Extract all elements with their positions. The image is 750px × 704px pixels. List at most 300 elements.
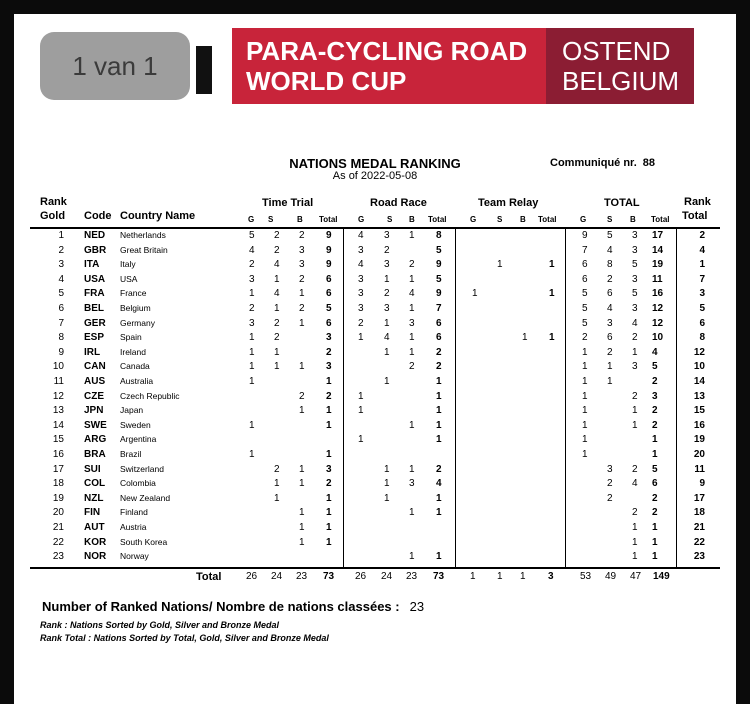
rank-total-cell: 20 bbox=[693, 449, 705, 460]
rr-b-cell: 3 bbox=[409, 478, 415, 490]
country-code-cell: CAN bbox=[84, 361, 106, 373]
tt-b-cell: 2 bbox=[299, 303, 305, 314]
country-code-cell: NOR bbox=[84, 551, 107, 563]
country-name-cell: Sweden bbox=[120, 419, 151, 430]
country-name-cell: Ireland bbox=[120, 346, 146, 357]
rr-total-cell: 1 bbox=[436, 376, 442, 387]
tr-s-cell: 1 bbox=[497, 259, 503, 271]
header-time-trial: Time Trial bbox=[262, 197, 314, 209]
country-code-cell: FRA bbox=[84, 288, 105, 300]
rank-total-cell: 7 bbox=[699, 273, 705, 285]
tot-s-cell: 2 bbox=[607, 273, 613, 285]
table-row bbox=[0, 376, 750, 391]
tot-g-cell: 5 bbox=[582, 303, 588, 314]
subheader-tt-b: B bbox=[297, 215, 303, 224]
country-name-cell: Belgium bbox=[120, 303, 151, 313]
rr-b-cell: 1 bbox=[409, 230, 415, 241]
totals-tot-s: 49 bbox=[605, 571, 617, 582]
table-row bbox=[0, 391, 750, 406]
tot-g-cell: 2 bbox=[582, 332, 588, 344]
subheader-tot-b: B bbox=[630, 215, 636, 224]
tot-total-cell: 2 bbox=[652, 376, 658, 387]
rr-s-cell: 1 bbox=[384, 376, 390, 387]
country-code-cell: ARG bbox=[84, 434, 107, 446]
table-row bbox=[0, 259, 750, 274]
rr-g-cell: 1 bbox=[358, 390, 364, 402]
tot-b-cell: 3 bbox=[632, 303, 638, 314]
tot-b-cell: 2 bbox=[632, 332, 638, 344]
country-name-cell: Switzerland bbox=[120, 463, 164, 474]
tot-g-cell: 1 bbox=[582, 419, 588, 431]
rank-total-cell: 19 bbox=[693, 434, 705, 446]
tot-total-cell: 10 bbox=[652, 332, 664, 344]
tt-b-cell: 1 bbox=[299, 507, 305, 519]
tt-b-cell: 1 bbox=[299, 361, 305, 373]
table-row bbox=[0, 347, 750, 362]
tt-g-cell: 1 bbox=[249, 449, 255, 460]
tot-total-cell: 5 bbox=[652, 361, 658, 373]
tt-s-cell: 2 bbox=[274, 332, 280, 344]
table-row bbox=[0, 318, 750, 333]
rr-g-cell: 1 bbox=[358, 405, 364, 417]
rank-total-cell: 16 bbox=[693, 419, 705, 431]
tot-g-cell: 1 bbox=[582, 361, 588, 373]
rr-s-cell: 4 bbox=[384, 332, 390, 344]
header-team-relay: Team Relay bbox=[478, 197, 539, 209]
subheader-tt-s: S bbox=[268, 215, 274, 224]
rr-b-cell: 2 bbox=[409, 259, 415, 271]
tot-s-cell: 1 bbox=[607, 361, 613, 373]
tot-s-cell: 3 bbox=[607, 317, 613, 329]
country-code-cell: JPN bbox=[84, 405, 104, 417]
table-row bbox=[0, 245, 750, 260]
rr-total-cell: 2 bbox=[436, 346, 442, 358]
tt-total-cell: 6 bbox=[326, 273, 332, 285]
rr-total-cell: 5 bbox=[436, 244, 442, 256]
tot-total-cell: 2 bbox=[652, 419, 658, 431]
rank-gold-cell: 15 bbox=[52, 434, 64, 446]
tot-b-cell: 2 bbox=[632, 507, 638, 519]
tot-s-cell: 6 bbox=[607, 288, 613, 300]
tot-b-cell: 4 bbox=[632, 317, 638, 329]
rr-b-cell: 1 bbox=[409, 332, 415, 344]
rank-total-cell: 6 bbox=[699, 317, 705, 329]
tt-total-cell: 5 bbox=[326, 303, 332, 314]
tt-s-cell: 1 bbox=[274, 492, 280, 504]
tot-g-cell: 7 bbox=[582, 244, 588, 256]
rank-total-cell: 1 bbox=[699, 259, 705, 271]
totals-row bbox=[0, 571, 750, 585]
rr-total-cell: 9 bbox=[436, 259, 442, 271]
header-rule bbox=[30, 227, 720, 229]
location-banner bbox=[546, 28, 694, 104]
tot-b-cell: 1 bbox=[632, 346, 638, 358]
country-name-cell: Austria bbox=[120, 522, 147, 532]
tot-s-cell: 1 bbox=[607, 376, 613, 387]
tot-total-cell: 1 bbox=[652, 551, 658, 563]
tot-g-cell: 1 bbox=[582, 449, 588, 460]
country-code-cell: NZL bbox=[84, 492, 104, 504]
location-line2: BELGIUM bbox=[562, 66, 680, 96]
tt-total-cell: 1 bbox=[326, 507, 332, 519]
subheader-tr-b: B bbox=[520, 215, 526, 224]
country-name-cell: New Zealand bbox=[120, 492, 171, 503]
rr-total-cell: 1 bbox=[436, 419, 442, 431]
subheader-rr-b: B bbox=[409, 215, 415, 224]
rr-total-cell: 1 bbox=[436, 434, 442, 446]
tot-total-cell: 5 bbox=[652, 463, 658, 475]
rank-gold-cell: 14 bbox=[52, 419, 64, 431]
totals-tr-g: 1 bbox=[470, 571, 476, 582]
country-code-cell: IRL bbox=[84, 346, 101, 358]
rank-total-cell: 13 bbox=[693, 390, 705, 402]
table-row bbox=[0, 507, 750, 522]
event-title-line1: PARA-CYCLING ROAD bbox=[246, 36, 528, 66]
rank-gold-cell: 17 bbox=[52, 463, 64, 475]
country-code-cell: ESP bbox=[84, 332, 105, 344]
ranked-nations bbox=[42, 599, 424, 614]
tt-total-cell: 2 bbox=[326, 346, 332, 358]
totals-tot-total: 149 bbox=[653, 571, 670, 582]
tt-total-cell: 1 bbox=[326, 376, 332, 387]
table-row bbox=[0, 449, 750, 464]
rank-gold-cell: 2 bbox=[58, 244, 64, 256]
tt-b-cell: 1 bbox=[299, 463, 305, 475]
rr-total-cell: 2 bbox=[436, 361, 442, 373]
tt-s-cell: 1 bbox=[274, 361, 280, 373]
table-row bbox=[0, 303, 750, 318]
tot-total-cell: 19 bbox=[652, 259, 664, 271]
tot-total-cell: 17 bbox=[652, 230, 664, 241]
country-code-cell: KOR bbox=[84, 536, 107, 548]
tt-b-cell: 1 bbox=[299, 405, 305, 417]
tt-total-cell: 1 bbox=[326, 536, 332, 548]
rank-gold-cell: 4 bbox=[58, 273, 64, 285]
tr-total-cell: 1 bbox=[549, 259, 555, 271]
tt-total-cell: 3 bbox=[326, 463, 332, 475]
rank-total-cell: 18 bbox=[693, 507, 705, 519]
as-of-date: As of 2022-05-08 bbox=[332, 170, 418, 182]
tot-b-cell: 1 bbox=[632, 419, 638, 431]
rank-total-cell: 2 bbox=[699, 230, 705, 241]
table-row bbox=[0, 420, 750, 435]
tt-g-cell: 1 bbox=[249, 346, 255, 358]
rr-total-cell: 1 bbox=[436, 551, 442, 563]
table-row bbox=[0, 464, 750, 479]
rr-g-cell: 3 bbox=[358, 244, 364, 256]
tt-b-cell: 3 bbox=[299, 244, 305, 256]
tot-total-cell: 2 bbox=[652, 405, 658, 417]
country-name-cell: Germany bbox=[120, 317, 155, 328]
tot-g-cell: 1 bbox=[582, 346, 588, 358]
subheader-rr-total: Total bbox=[428, 215, 447, 224]
country-name-cell: Finland bbox=[120, 507, 148, 518]
tt-total-cell: 1 bbox=[326, 449, 332, 460]
country-name-cell: Great Britain bbox=[120, 244, 168, 255]
tot-total-cell: 1 bbox=[652, 449, 658, 460]
tt-g-cell: 5 bbox=[249, 230, 255, 241]
tt-s-cell: 4 bbox=[274, 288, 280, 300]
rr-b-cell: 1 bbox=[409, 463, 415, 475]
header-rank-gold-1: Rank bbox=[40, 196, 67, 208]
tot-total-cell: 4 bbox=[652, 346, 658, 358]
country-code-cell: GBR bbox=[84, 244, 107, 256]
tt-g-cell: 1 bbox=[249, 376, 255, 387]
tot-b-cell: 1 bbox=[632, 536, 638, 548]
country-code-cell: NED bbox=[84, 230, 106, 241]
tt-b-cell: 3 bbox=[299, 259, 305, 271]
rr-s-cell: 1 bbox=[384, 478, 390, 490]
subheader-tot-s: S bbox=[607, 215, 613, 224]
tot-b-cell: 3 bbox=[632, 273, 638, 285]
tot-g-cell: 1 bbox=[582, 376, 588, 387]
table-row bbox=[0, 361, 750, 376]
table-row bbox=[0, 405, 750, 420]
tt-g-cell: 1 bbox=[249, 419, 255, 431]
rank-gold-cell: 22 bbox=[52, 536, 64, 548]
tt-s-cell: 2 bbox=[274, 317, 280, 329]
totals-tt-g: 26 bbox=[246, 571, 258, 582]
rank-total-cell: 5 bbox=[699, 303, 705, 314]
country-name-cell: Brazil bbox=[120, 449, 142, 459]
tot-s-cell: 8 bbox=[607, 259, 613, 271]
rr-s-cell: 1 bbox=[384, 273, 390, 285]
rr-b-cell: 1 bbox=[409, 551, 415, 563]
rr-total-cell: 9 bbox=[436, 288, 442, 300]
tt-total-cell: 6 bbox=[326, 288, 332, 300]
tot-g-cell: 1 bbox=[582, 434, 588, 446]
rr-g-cell: 1 bbox=[358, 434, 364, 446]
subheader-tot-g: G bbox=[580, 215, 587, 224]
tt-s-cell: 1 bbox=[274, 346, 280, 358]
tot-g-cell: 5 bbox=[582, 288, 588, 300]
tt-s-cell: 1 bbox=[274, 478, 280, 490]
tt-b-cell: 1 bbox=[299, 522, 305, 533]
table-row bbox=[0, 274, 750, 289]
rank-gold-cell: 18 bbox=[52, 478, 64, 490]
rr-total-cell: 1 bbox=[436, 390, 442, 402]
rr-b-cell: 1 bbox=[409, 346, 415, 358]
country-code-cell: SUI bbox=[84, 463, 101, 475]
country-name-cell: USA bbox=[120, 273, 138, 284]
header-code: Code bbox=[84, 210, 112, 222]
tot-b-cell: 1 bbox=[632, 551, 638, 563]
totals-rr-g: 26 bbox=[355, 571, 367, 582]
rr-total-cell: 6 bbox=[436, 332, 442, 344]
country-name-cell: Japan bbox=[120, 405, 144, 416]
table-row bbox=[0, 537, 750, 552]
subheader-tr-s: S bbox=[497, 215, 503, 224]
tt-b-cell: 1 bbox=[299, 478, 305, 490]
document-title: NATIONS MEDAL RANKING bbox=[289, 156, 461, 171]
tt-s-cell: 4 bbox=[274, 259, 280, 271]
tt-s-cell: 2 bbox=[274, 244, 280, 256]
tt-total-cell: 9 bbox=[326, 244, 332, 256]
tt-total-cell: 1 bbox=[326, 522, 332, 533]
tot-b-cell: 3 bbox=[632, 361, 638, 373]
tt-total-cell: 1 bbox=[326, 419, 332, 431]
rank-gold-cell: 19 bbox=[52, 492, 64, 504]
totals-tt-s: 24 bbox=[271, 571, 283, 582]
tt-s-cell: 1 bbox=[274, 273, 280, 285]
header-rank-gold-2: Gold bbox=[40, 210, 66, 222]
tot-s-cell: 5 bbox=[607, 230, 613, 241]
tot-b-cell: 3 bbox=[632, 230, 638, 241]
rr-total-cell: 1 bbox=[436, 405, 442, 417]
tt-g-cell: 2 bbox=[249, 259, 255, 271]
communique bbox=[550, 157, 655, 169]
totals-rr-b: 23 bbox=[406, 571, 418, 582]
country-name-cell: Canada bbox=[120, 361, 150, 372]
country-code-cell: COL bbox=[84, 478, 106, 490]
tot-g-cell: 5 bbox=[582, 317, 588, 329]
tot-s-cell: 6 bbox=[607, 332, 613, 344]
rr-g-cell: 1 bbox=[358, 332, 364, 344]
tot-total-cell: 1 bbox=[652, 434, 658, 446]
header-rank-total-2: Total bbox=[682, 210, 708, 222]
rank-gold-cell: 1 bbox=[58, 230, 64, 241]
tt-g-cell: 3 bbox=[249, 273, 255, 285]
tot-b-cell: 1 bbox=[632, 522, 638, 533]
rr-total-cell: 7 bbox=[436, 303, 442, 314]
tt-b-cell: 2 bbox=[299, 273, 305, 285]
country-code-cell: CZE bbox=[84, 390, 104, 402]
tot-b-cell: 4 bbox=[632, 478, 638, 490]
rank-total-cell: 22 bbox=[693, 536, 705, 548]
rr-total-cell: 8 bbox=[436, 230, 442, 241]
tt-total-cell: 1 bbox=[326, 405, 332, 417]
tot-total-cell: 14 bbox=[652, 244, 664, 256]
tt-g-cell: 1 bbox=[249, 332, 255, 344]
country-name-cell: Colombia bbox=[120, 478, 156, 489]
table-row bbox=[0, 230, 750, 245]
rr-g-cell: 2 bbox=[358, 317, 364, 329]
tt-b-cell: 1 bbox=[299, 317, 305, 329]
event-title-banner bbox=[232, 28, 546, 104]
tot-b-cell: 2 bbox=[632, 390, 638, 402]
rank-total-cell: 23 bbox=[693, 551, 705, 563]
country-code-cell: USA bbox=[84, 273, 106, 285]
table-row bbox=[0, 478, 750, 493]
rr-total-cell: 2 bbox=[436, 463, 442, 475]
country-name-cell: Spain bbox=[120, 332, 142, 343]
tot-s-cell: 2 bbox=[607, 478, 613, 490]
rank-total-cell: 10 bbox=[693, 361, 705, 373]
rr-total-cell: 4 bbox=[436, 478, 442, 490]
ranked-nations-value: 23 bbox=[409, 599, 425, 614]
rank-gold-cell: 23 bbox=[52, 551, 64, 563]
tt-total-cell: 1 bbox=[326, 492, 332, 504]
tt-total-cell: 9 bbox=[326, 259, 332, 271]
country-code-cell: SWE bbox=[84, 419, 107, 431]
tt-s-cell: 2 bbox=[274, 463, 280, 475]
subheader-tt-g: G bbox=[248, 215, 255, 224]
country-code-cell: BEL bbox=[84, 303, 104, 314]
table-row bbox=[0, 522, 750, 537]
tt-b-cell: 1 bbox=[299, 536, 305, 548]
country-code-cell: AUS bbox=[84, 376, 106, 387]
rank-total-cell: 12 bbox=[693, 346, 705, 358]
tot-g-cell: 1 bbox=[582, 405, 588, 417]
tot-g-cell: 1 bbox=[582, 390, 588, 402]
rr-total-cell: 6 bbox=[436, 317, 442, 329]
tot-s-cell: 2 bbox=[607, 346, 613, 358]
rr-s-cell: 1 bbox=[384, 463, 390, 475]
rr-b-cell: 3 bbox=[409, 317, 415, 329]
country-code-cell: GER bbox=[84, 317, 106, 329]
rr-g-cell: 3 bbox=[358, 303, 364, 314]
rr-b-cell: 4 bbox=[409, 288, 415, 300]
tr-total-cell: 1 bbox=[549, 332, 555, 344]
tot-total-cell: 2 bbox=[652, 492, 658, 504]
note-rank-total: Rank Total : Nations Sorted by Total, Gold, Silver and Bronze Medal bbox=[40, 633, 329, 643]
country-code-cell: BRA bbox=[84, 449, 106, 460]
tot-g-cell: 6 bbox=[582, 259, 588, 271]
rr-total-cell: 5 bbox=[436, 273, 442, 285]
tot-s-cell: 3 bbox=[607, 463, 613, 475]
tt-b-cell: 2 bbox=[299, 230, 305, 241]
tt-total-cell: 3 bbox=[326, 332, 332, 344]
tot-b-cell: 2 bbox=[632, 463, 638, 475]
tt-g-cell: 4 bbox=[249, 244, 255, 256]
rank-gold-cell: 5 bbox=[58, 288, 64, 300]
subheader-tr-g: G bbox=[470, 215, 477, 224]
totals-label: Total bbox=[196, 571, 222, 583]
totals-tt-b: 23 bbox=[296, 571, 308, 582]
rank-gold-cell: 10 bbox=[52, 361, 64, 373]
table-row bbox=[0, 332, 750, 347]
totals-tr-total: 3 bbox=[548, 571, 554, 582]
rr-b-cell: 2 bbox=[409, 361, 415, 373]
tot-b-cell: 3 bbox=[632, 244, 638, 256]
table-row bbox=[0, 493, 750, 508]
tt-s-cell: 1 bbox=[274, 303, 280, 314]
totals-rr-total: 73 bbox=[433, 571, 445, 582]
rr-b-cell: 1 bbox=[409, 273, 415, 285]
country-code-cell: AUT bbox=[84, 522, 105, 533]
rank-total-cell: 15 bbox=[693, 405, 705, 417]
logo-mark bbox=[196, 46, 212, 94]
rr-s-cell: 3 bbox=[384, 303, 390, 314]
tot-s-cell: 4 bbox=[607, 303, 613, 314]
ranked-nations-label: Number of Ranked Nations/ Nombre de nations classées : bbox=[42, 599, 400, 614]
rank-total-cell: 8 bbox=[699, 332, 705, 344]
note-rank: Rank : Nations Sorted by Gold, Silver and Bronze Medal bbox=[40, 620, 280, 630]
rr-s-cell: 1 bbox=[384, 317, 390, 329]
tot-g-cell: 9 bbox=[582, 230, 588, 241]
tt-g-cell: 1 bbox=[249, 361, 255, 373]
header-rank-total-1: Rank bbox=[684, 196, 711, 208]
country-name-cell: Norway bbox=[120, 551, 149, 562]
rank-total-cell: 17 bbox=[693, 492, 705, 504]
country-code-cell: ITA bbox=[84, 259, 100, 271]
rank-total-cell: 11 bbox=[694, 463, 705, 475]
rank-gold-cell: 8 bbox=[58, 332, 64, 344]
table-row bbox=[0, 288, 750, 303]
tot-b-cell: 5 bbox=[632, 259, 638, 271]
totals-tr-s: 1 bbox=[497, 571, 503, 582]
rr-total-cell: 1 bbox=[436, 507, 442, 519]
rr-total-cell: 1 bbox=[436, 492, 442, 504]
communique-label: Communiqué nr. bbox=[550, 157, 637, 169]
tot-total-cell: 16 bbox=[652, 288, 664, 300]
rank-gold-cell: 3 bbox=[58, 259, 64, 271]
country-name-cell: South Korea bbox=[120, 536, 168, 547]
rank-total-cell: 3 bbox=[699, 288, 705, 300]
tot-b-cell: 1 bbox=[632, 405, 638, 417]
page-indicator: 1 van 1 bbox=[40, 32, 190, 100]
rank-gold-cell: 9 bbox=[58, 346, 64, 358]
